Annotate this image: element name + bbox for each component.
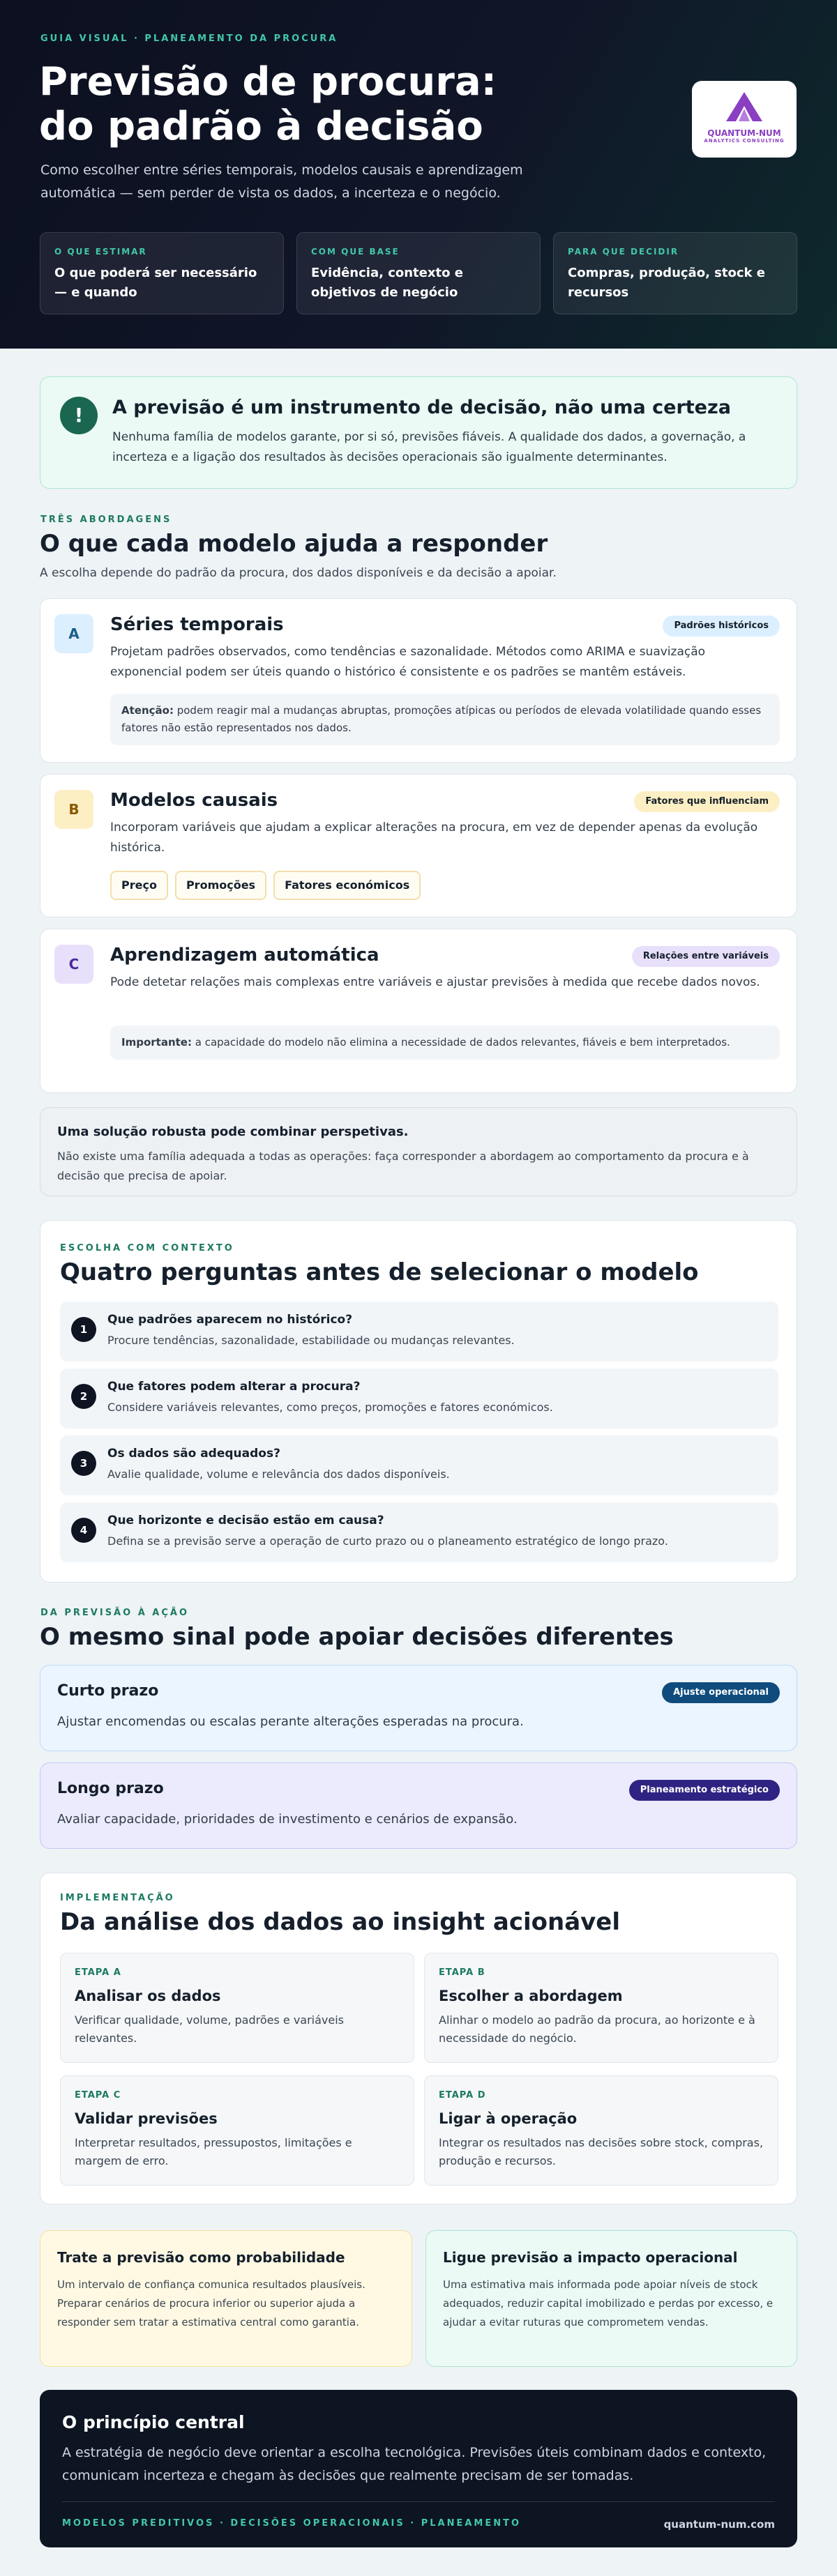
footer-text: A estratégia de negócio deve orientar a escolha tecnológica. Previsões úteis combinam dados e contexto, comunicam incerteza e chegam às decisões que realmente precisam de ser tomadas. <box>62 2445 767 2483</box>
logo-tagline: ANALYTICS CONSULTING <box>704 138 785 144</box>
hero-eyebrow: GUIA VISUAL · PLANEAMENTO DA PROCURA <box>40 33 338 44</box>
hero-card-label: O QUE ESTIMAR <box>54 247 147 257</box>
model-description: Projetam padrões observados, como tendências e sazonalidade. Métodos como ARIMA e suavização exponencial podem ser úteis quando o histórico é consistente e os padrões se mantêm estáveis. <box>110 645 706 679</box>
page-title <box>39 60 667 149</box>
title-line-2: do padrão à decisão <box>39 104 483 149</box>
title-line-1: Previsão de procura: <box>39 59 497 105</box>
factor-tag: Fatores económicos <box>273 871 421 900</box>
action-eyebrow: DA PREVISÃO À AÇÃO <box>40 1608 189 1618</box>
step-card-c <box>60 2075 414 2186</box>
decision-pill: Ajuste operacional <box>662 1682 780 1703</box>
tip-card-probability <box>40 2230 412 2367</box>
decision-pill: Planeamento estratégico <box>629 1780 780 1801</box>
step-card-a <box>60 1953 414 2063</box>
question-title: Que fatores podem alterar a procura? <box>107 1380 361 1394</box>
question-detail: Avalie qualidade, volume e relevância dos dados disponíveis. <box>107 1468 450 1481</box>
hero-banner <box>0 0 837 349</box>
hero-card-label: PARA QUE DECIDIR <box>568 247 679 257</box>
questions-title: Quatro perguntas antes de selecionar o modelo <box>60 1258 699 1286</box>
step-desc: Alinhar o modelo ao padrão da procura, ao horizonte e à necessidade do negócio. <box>439 2013 755 2045</box>
step-title: Escolher a abordagem <box>439 1988 623 2004</box>
question-detail: Procure tendências, sazonalidade, estabilidade ou mudanças relevantes. <box>107 1334 515 1347</box>
step-number: 3 <box>71 1451 96 1476</box>
key-message-callout <box>40 376 797 489</box>
decision-text: Avaliar capacidade, prioridades de investimento e cenários de expansão. <box>57 1812 518 1827</box>
step-number: 4 <box>71 1518 96 1543</box>
question-detail: Considere variáveis relevantes, como preços, promoções e fatores económicos. <box>107 1401 553 1414</box>
tip-text: Um intervalo de confiança comunica resultados plausíveis. Preparar cenários de procura inferior ou superior ajuda a responder sem tratar a estimativa central como garantia. <box>57 2278 365 2329</box>
company-logo <box>692 81 797 158</box>
model-letter-badge: A <box>54 614 93 653</box>
step-desc: Verificar qualidade, volume, padrões e variáveis relevantes. <box>75 2013 345 2045</box>
implementation-eyebrow: IMPLEMENTAÇÃO <box>60 1893 175 1903</box>
central-principle-footer <box>40 2390 797 2547</box>
approaches-eyebrow: TRÊS ABORDAGENS <box>40 515 172 525</box>
action-title: O mesmo sinal pode apoiar decisões diferentes <box>40 1623 674 1651</box>
model-description: Pode detetar relações mais complexas entre variáveis e ajustar previsões à medida que recebe dados novos. <box>110 975 760 989</box>
combine-title: Uma solução robusta pode combinar perspetivas. <box>57 1125 409 1139</box>
question-detail: Defina se a previsão serve a operação de curto prazo ou o planeamento estratégico de longo prazo. <box>107 1534 668 1548</box>
model-tag-pill: Relações entre variáveis <box>632 946 780 967</box>
model-important-note <box>110 1026 780 1060</box>
footer-title: O princípio central <box>62 2412 245 2432</box>
note-label: Atenção: <box>121 704 174 717</box>
footer-divider <box>62 2501 775 2502</box>
model-title: Modelos causais <box>110 790 278 811</box>
tip-card-operational <box>425 2230 797 2367</box>
approaches-title: O que cada modelo ajuda a responder <box>40 530 548 558</box>
hero-card-value: Compras, produção, stock e recursos <box>568 266 765 300</box>
question-title: Que horizonte e decisão estão em causa? <box>107 1514 384 1527</box>
model-title: Séries temporais <box>110 614 284 635</box>
question-item <box>60 1302 778 1362</box>
note-text: a capacidade do modelo não elimina a necessidade de dados relevantes, fiáveis e bem interpretados. <box>195 1036 730 1049</box>
model-tag-pill: Padrões históricos <box>663 616 780 637</box>
short-term-card <box>40 1665 797 1751</box>
model-letter-badge: C <box>54 945 93 984</box>
question-title: Que padrões aparecem no histórico? <box>107 1313 353 1327</box>
hero-subtitle: Como escolher entre séries temporais, modelos causais e aprendizagem automática — sem perder de vista os dados, a incerteza e o negócio. <box>40 162 523 201</box>
combine-text: Não existe uma família adequada a todas as operações: faça corresponder a abordagem ao comportamento da procura e à decisão que precisa de apoiar. <box>57 1150 749 1182</box>
model-card-causal <box>40 774 797 917</box>
decision-title: Longo prazo <box>57 1780 164 1797</box>
combine-callout <box>40 1107 797 1196</box>
hero-card-label: COM QUE BASE <box>311 247 400 257</box>
long-term-card <box>40 1762 797 1849</box>
tip-title: Trate a previsão como probabilidade <box>57 2249 345 2266</box>
hero-card-basis <box>296 232 541 314</box>
footer-tags: MODELOS PREDITIVOS · DECISÕES OPERACIONAIS · PLANEAMENTO <box>62 2518 522 2529</box>
footer-site-link[interactable]: quantum-num.com <box>663 2518 775 2531</box>
questions-panel <box>40 1220 797 1583</box>
callout-text: Nenhuma família de modelos garante, por si só, previsões fiáveis. A qualidade dos dados, a governação, a incerteza e a ligação dos resultados às decisões operacionais são igualmente determinantes. <box>112 430 746 464</box>
model-description: Incorporam variáveis que ajudam a explicar alterações na procura, em vez de depender apenas da evolução histórica. <box>110 821 758 855</box>
hero-card-value: Evidência, contexto e objetivos de negócio <box>311 266 463 300</box>
step-title: Validar previsões <box>75 2110 218 2127</box>
question-item <box>60 1502 778 1562</box>
implementation-title: Da análise dos dados ao insight acionável <box>60 1908 621 1936</box>
step-label: ETAPA A <box>75 1967 121 1978</box>
tip-title: Ligue previsão a impacto operacional <box>443 2249 738 2266</box>
model-card-machine-learning <box>40 929 797 1093</box>
note-label: Importante: <box>121 1036 192 1049</box>
step-title: Ligar à operação <box>439 2110 578 2127</box>
model-tag-pill: Fatores que influenciam <box>634 791 780 812</box>
factor-tags <box>110 871 428 900</box>
step-label: ETAPA C <box>75 2090 121 2101</box>
note-text: podem reagir mal a mudanças abruptas, promoções atípicas ou períodos de elevada volatilidade quando esses fatores não estão representados nos dados. <box>121 704 762 734</box>
step-card-b <box>424 1953 778 2063</box>
model-title: Aprendizagem automática <box>110 945 379 966</box>
step-label: ETAPA D <box>439 2090 486 2101</box>
decision-title: Curto prazo <box>57 1682 159 1700</box>
step-label: ETAPA B <box>439 1967 485 1978</box>
step-title: Analisar os dados <box>75 1988 221 2004</box>
hero-card-decide <box>553 232 797 314</box>
step-number: 1 <box>71 1317 96 1342</box>
approaches-subtitle: A escolha depende do padrão da procura, dos dados disponíveis e da decisão a apoiar. <box>40 566 557 580</box>
question-item <box>60 1369 778 1428</box>
question-item <box>60 1435 778 1495</box>
step-card-d <box>424 2075 778 2186</box>
model-warning-note <box>110 694 780 745</box>
hero-card-value: O que poderá ser necessário — e quando <box>54 266 257 300</box>
logo-name: QUANTUM-NUM <box>707 128 781 138</box>
implementation-panel <box>40 1873 797 2204</box>
decision-text: Ajustar encomendas ou escalas perante alterações esperadas na procura. <box>57 1714 524 1729</box>
step-number: 2 <box>71 1384 96 1409</box>
callout-title: A previsão é um instrumento de decisão, não uma certeza <box>112 397 731 418</box>
model-card-time-series <box>40 598 797 763</box>
model-letter-badge: B <box>54 790 93 829</box>
factor-tag: Promoções <box>175 871 266 900</box>
tip-text: Uma estimativa mais informada pode apoiar níveis de stock adequados, reduzir capital imobilizado e perdas por excesso, e ajudar a evitar ruturas que comprometem vendas. <box>443 2278 774 2329</box>
step-desc: Integrar os resultados nas decisões sobre stock, compras, produção e recursos. <box>439 2136 764 2167</box>
question-title: Os dados são adequados? <box>107 1447 280 1461</box>
logo-mark-icon <box>725 91 764 123</box>
exclamation-icon: ! <box>60 397 98 434</box>
factor-tag: Preço <box>110 871 168 900</box>
hero-card-what <box>40 232 284 314</box>
questions-eyebrow: ESCOLHA COM CONTEXTO <box>60 1243 234 1253</box>
step-desc: Interpretar resultados, pressupostos, limitações e margem de erro. <box>75 2136 352 2167</box>
